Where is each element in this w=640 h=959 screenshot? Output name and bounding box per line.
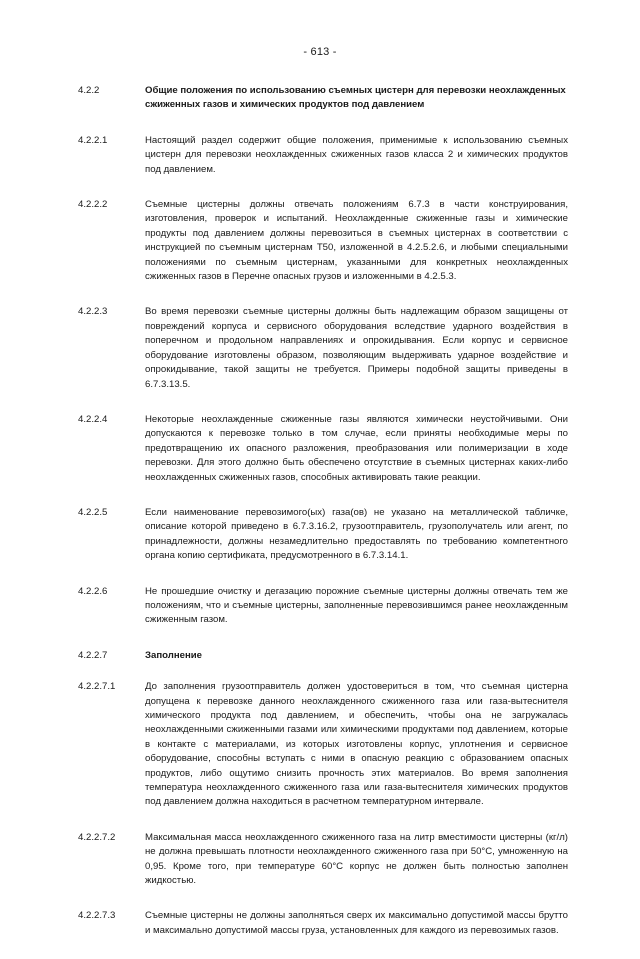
section-text: Съемные цистерны не должны заполняться сверх их максимально допустимой массы брутто и максимально допустимой массы груза, установленных для каждого из перевозимых газов.	[145, 910, 568, 936]
section-paragraph	[78, 134, 568, 177]
section-number: 4.2.2.2	[78, 199, 108, 211]
section-title: Общие положения по использованию съемных цистерн для перевозки неохлажденных сжиженных газов и химических продуктов под давлением	[145, 85, 566, 111]
section-number: 4.2.2.7	[78, 649, 108, 661]
section-number: 4.2.2.1	[78, 134, 108, 146]
section-paragraph	[78, 680, 568, 810]
section-paragraph	[78, 585, 568, 628]
section-text: Во время перевозки съемные цистерны должны быть надлежащим образом защищены от повреждений корпуса и сервисного оборудования вследствие ударного воздействия в поперечном и продольном направлениях и опрокидывания. Если корпус и сервисное оборудование изготовлены образом, позволяющим выдерживать ударное воздействие и опрокидывание, такой защиты не требуется. Примеры подобной защиты приведены в 6.7.3.13.5.	[145, 306, 568, 390]
section-number: 4.2.2.3	[78, 306, 108, 318]
section-paragraph	[78, 506, 568, 564]
section-heading	[78, 84, 568, 113]
document-body	[78, 84, 568, 959]
section-number: 4.2.2.7.2	[78, 831, 116, 843]
section-title: Заполнение	[145, 649, 203, 661]
section-text: Если наименование перевозимого(ых) газа(ов) не указано на металлической табличке, описание которой приведено в 6.7.3.16.2, грузоотправитель, грузополучатель или агент, по принадлежности, должны незамедлительно предоставлять по требованию компетентного органа копию сертификата, предусмотренного в 6.7.3.14.1.	[145, 506, 568, 562]
section-paragraph	[78, 831, 568, 889]
section-text: Настоящий раздел содержит общие положения, применимые к использованию съемных цистерн для перевозки неохлажденных сжиженных газов класса 2 и химических продуктов под давлением.	[145, 134, 568, 175]
section-paragraph	[78, 413, 568, 485]
section-text: Съемные цистерны должны отвечать положениям 6.7.3 в части конструирования, изготовления, проверок и испытаний. Неохлажденные сжиженные газы и химические продукты под давлением должны перевозиться в съемных цистернах в соответствии с инструкцией по съемным цистернам T50, изложенной в 4.2.5.2.6, и любыми специальными положениями по съемным цистернам, указанными для конкретных неохлажденных сжиженных газов в Перечне опасных грузов и изложенными в 4.2.5.3.	[145, 199, 568, 283]
section-number: 4.2.2.6	[78, 585, 108, 597]
section-text: Некоторые неохлажденные сжиженные газы являются химически неустойчивыми. Они допускаются к перевозке только в том случае, если приняты необходимые меры по предотвращению их опасного разложения, преобразования или полимеризации в ходе перевозки. Для этого должно быть обеспечено отсутствие в съемных цистернах каких-либо неохлажденных сжиженных газов, способных активировать такие реакции.	[145, 413, 568, 483]
section-text: Не прошедшие очистку и дегазацию порожние съемные цистерны должны отвечать тем же положениям, что и съемные цистерны, заполненные перевозившимся ранее неохлажденным сжиженным газом.	[145, 585, 568, 626]
section-text: До заполнения грузоотправитель должен удостовериться в том, что съемная цистерна допущена к перевозке данного неохлажденного сжиженного газа или газа-вытеснителя химического продукта под давлением, и обеспечить, чтобы она не загружалась неохлажденными сжиженными газами или химическими продуктами под давлением, которые в контакте с материалами, из которых изготовлены корпус, уплотнения и сервисное оборудование, способны вступать с ними в опасную реакцию с образованием опасных продуктов, либо ощутимо снизить прочность этих материалов. Во время заполнения температура неохлажденного сжиженного газа или газа-вытеснителя химических продуктов под давлением должна находиться в расчетном температурном интервале.	[145, 681, 568, 808]
section-number: 4.2.2	[78, 85, 100, 96]
section-number: 4.2.2.7.1	[78, 681, 116, 693]
section-number: 4.2.2.4	[78, 413, 108, 425]
section-number: 4.2.2.5	[78, 506, 108, 518]
section-paragraph	[78, 198, 568, 284]
section-text: Максимальная масса неохлажденного сжиженного газа на литр вместимости цистерны (кг/л) не должна превышать плотности неохлажденного сжиженного газа при 50°C, умноженную на 0,95. Кроме того, при температуре 60°C корпус не должен быть полностью заполнен жидкостью.	[145, 831, 568, 887]
section-number: 4.2.2.7.3	[78, 910, 116, 922]
section-heading	[78, 649, 568, 663]
section-paragraph	[78, 909, 568, 938]
section-paragraph	[78, 305, 568, 391]
page-number: - 613 -	[303, 46, 337, 58]
